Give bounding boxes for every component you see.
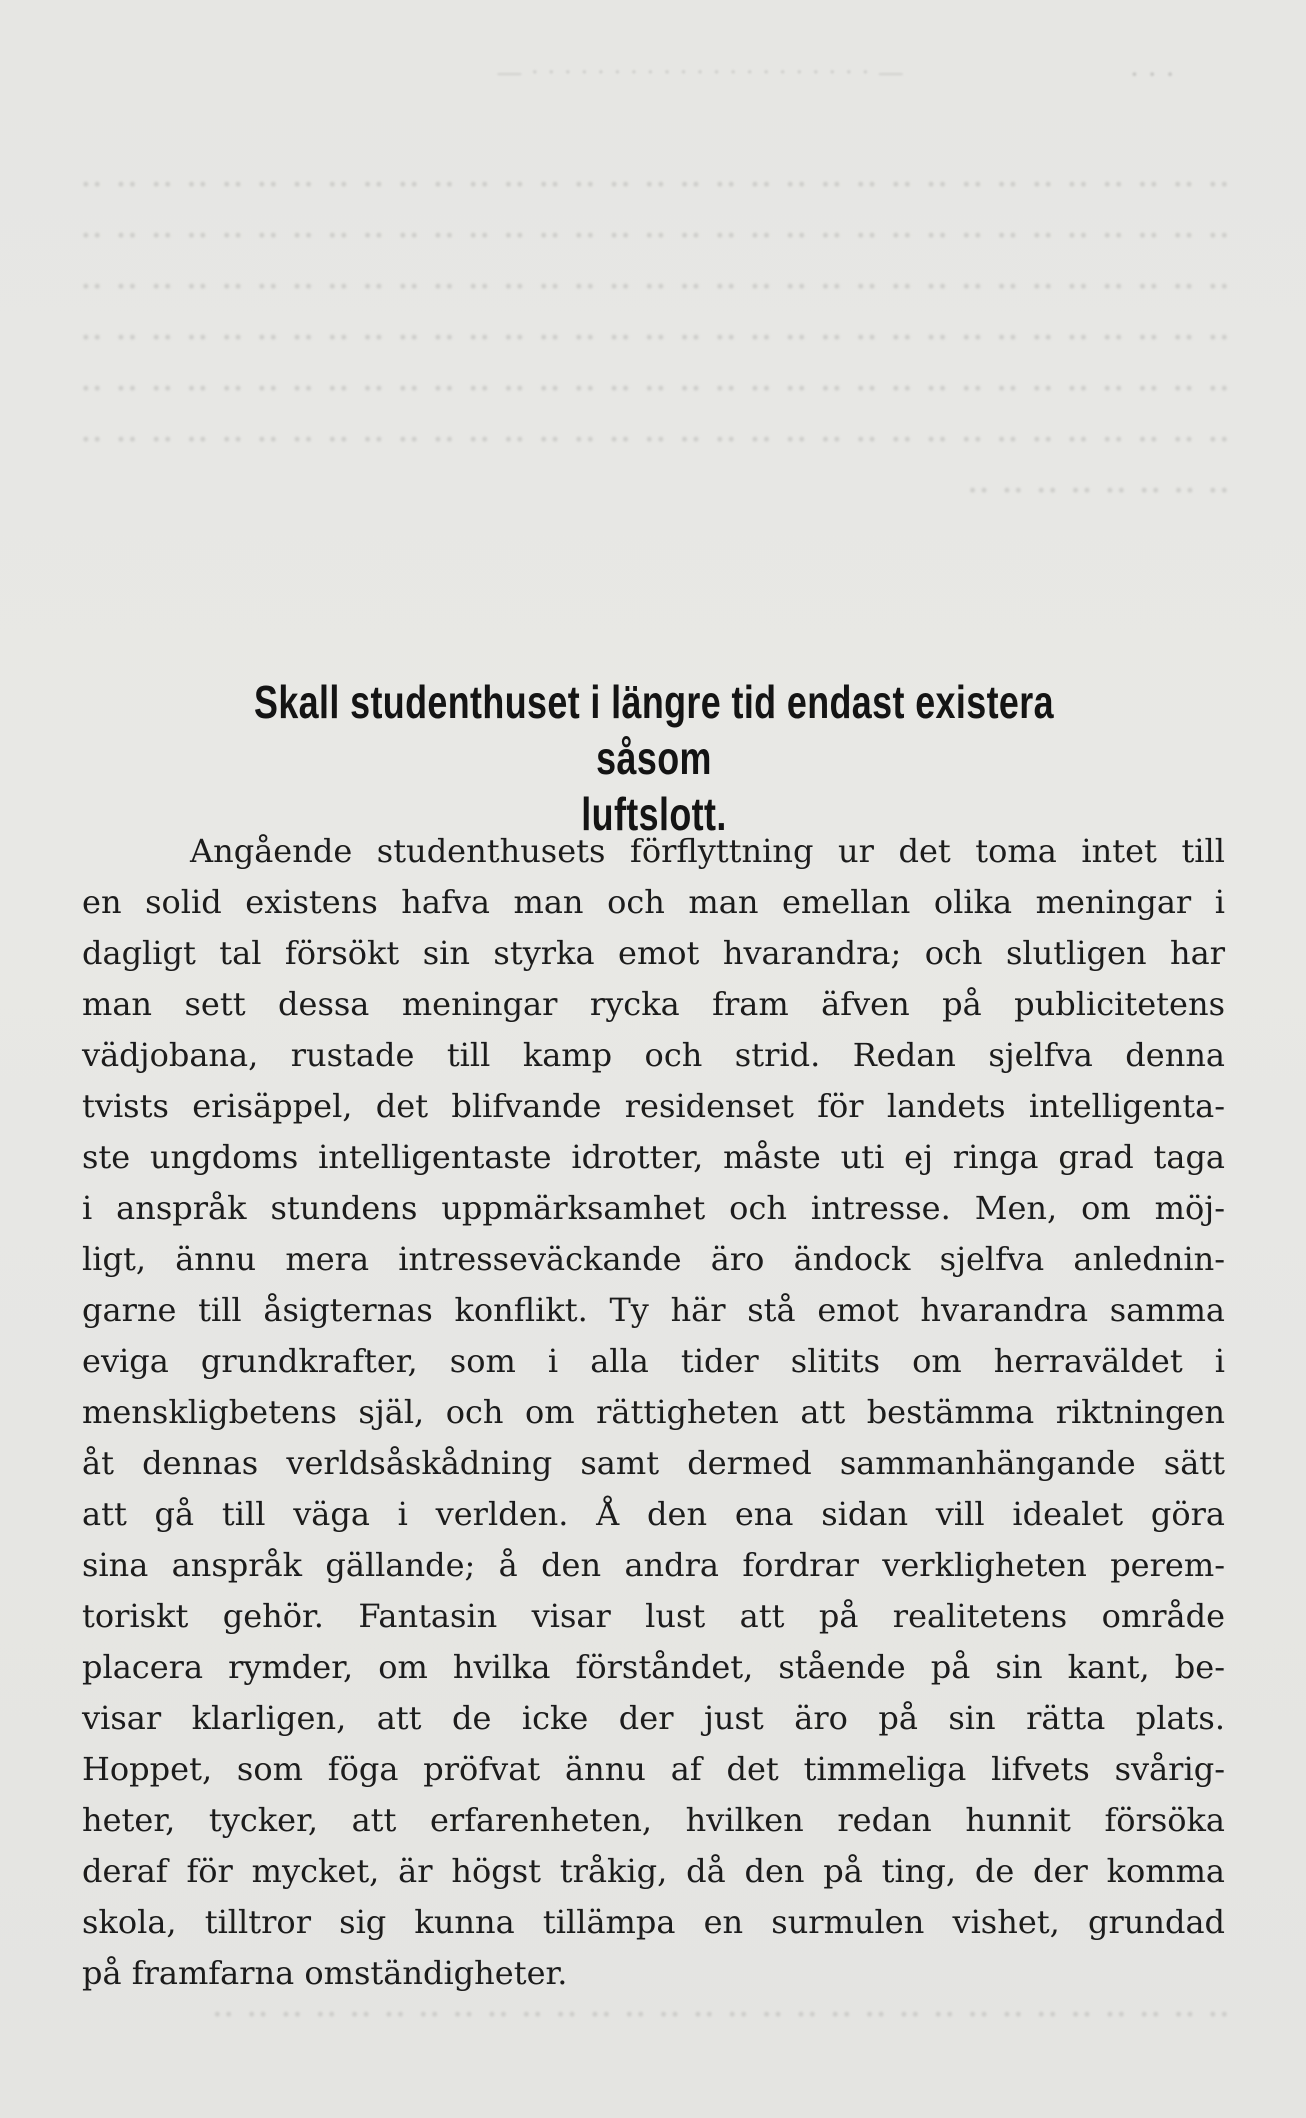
text-line: sina anspråk gällande; å den andra fordrar verkligheten perem-: [82, 1546, 1225, 1584]
heading-line-1: Skall studenthuset i längre tid endast existera såsom: [254, 676, 1054, 784]
text-line: placera rymder, om hvilka förståndet, stående på sin kant, be-: [82, 1648, 1225, 1686]
text-line: dagligt tal försökt sin styrka emot hvarandra; och slutligen har: [82, 934, 1225, 972]
bleed-through-text-top: ·· ·· ·· ·· ·· ·· ·· ·· ·· ·· ·· ·· ·· ·· ·· ·· ·· ·· ·· ·· ·· ·· ·· ·· ·· ·· ·· ·· ·· ·· ·· ·· ·· ·· ·· ·· ·· ·· ·· ·· ·· ·· ·· ·· ·· ·· ·· ·· ·· ·· ·· ·· ·· ·· ·· ·· ·· ·· ·· ·· ·· ·· ·· ·· ·· ·· ·· ·· ·· ·· ·· ·· ·· ·· ·· ·· ·· ·· ·· ·· ·· ·· ·· ·· ·· ·· ·· ·· ·· ·· ·· ·· ·· ·· ·· ·· ·· ·· ·· ·· ·· ·· ·· ·· ·· ·· ·· ·· ·· ·· ·· ·· ·· ·· ·· ·· ·· ·· ·· ·· ·· ·· ·· ·· ·· ·· ·· ·· ·· ·· ·· ·· ·· ·· ·· ·· ·· ·· ·· ·· ·· ·· ·· ·· ·· ·· ·· ·· ·· ·· ·· ·· ·· ·· ·· ·· ·· ·· ·· ·· ·· ·· ·· ·· ·· ·· ·· ·· ·· ·· ·· ·· ·· ·· ·· ·· ·· ·· ·· ·· ·· ·· ·· ·· ·· ·· ·· ·· ·· ·· ·· ·· ·· ·· ·· ·· ·· ·· ·· ·· ·· ·· ·· ·· ·· ··: [80, 165, 1230, 512]
heading-line-2: luftslott.: [581, 788, 727, 840]
text-line: Angående studenthusets förflyttning ur det toma intet till: [190, 832, 1225, 870]
article-heading: [209, 674, 1098, 842]
text-line: eviga grundkrafter, som i alla tider slitits om herraväldet i: [82, 1342, 1225, 1380]
text-line: Hoppet, som föga pröfvat ännu af det timmeliga lifvets svårig-: [82, 1750, 1225, 1788]
text-line: menskligbetens själ, och om rättigheten att bestämma riktningen: [82, 1393, 1225, 1431]
text-line: ligt, ännu mera intresseväckande äro ändock sjelfva anlednin-: [82, 1240, 1225, 1278]
text-line: en solid existens hafva man och man emellan olika meningar i: [82, 883, 1225, 921]
text-line: deraf för mycket, är högst tråkig, då den på ting, de der komma: [82, 1852, 1225, 1890]
text-line: visar klarligen, att de icke der just äro på sin rätta plats.: [82, 1699, 1225, 1737]
text-line: vädjobana, rustade till kamp och strid. Redan sjelfva denna: [82, 1036, 1225, 1074]
text-line: i anspråk stundens uppmärksamhet och intresse. Men, om möj-: [82, 1189, 1225, 1227]
text-line: toriskt gehör. Fantasin visar lust att på realitetens område: [82, 1597, 1225, 1635]
article-body: [82, 826, 1225, 1999]
text-line: ste ungdoms intelligentaste idrotter, måste uti ej ringa grad taga: [82, 1138, 1225, 1176]
text-line: tvists erisäppel, det blifvande residenset för landets intelligenta-: [82, 1087, 1225, 1125]
text-line: garne till åsigternas konflikt. Ty här stå emot hvarandra samma: [82, 1291, 1225, 1329]
text-line: skola, tilltror sig kunna tillämpa en surmulen vishet, grundad: [82, 1903, 1225, 1941]
text-line: heter, tycker, att erfarenheten, hvilken redan hunnit försöka: [82, 1801, 1225, 1839]
bleed-through-page-number: · · ·: [1130, 58, 1175, 91]
bleed-through-text-bottom: ·· ·· ·· ·· ·· ·· ·· ·· ·· ·· ·· ·· ·· ·· ·· ·· ·· ·· ·· ·· ·· ·· ·· ·· ·· ·· ·· ·· ·· ··: [211, 1995, 1230, 2036]
text-line: på framfarna omständigheter.: [82, 1954, 568, 1992]
bleed-through-running-head: — · · · · · · · · · · · · · · · · · · · · · —: [496, 58, 904, 88]
text-line: åt dennas verldsåskådning samt dermed sammanhängande sätt: [82, 1444, 1225, 1482]
text-line: att gå till väga i verlden. Å den ena sidan vill idealet göra: [82, 1495, 1225, 1533]
text-line: man sett dessa meningar rycka fram äfven på publicitetens: [82, 985, 1225, 1023]
